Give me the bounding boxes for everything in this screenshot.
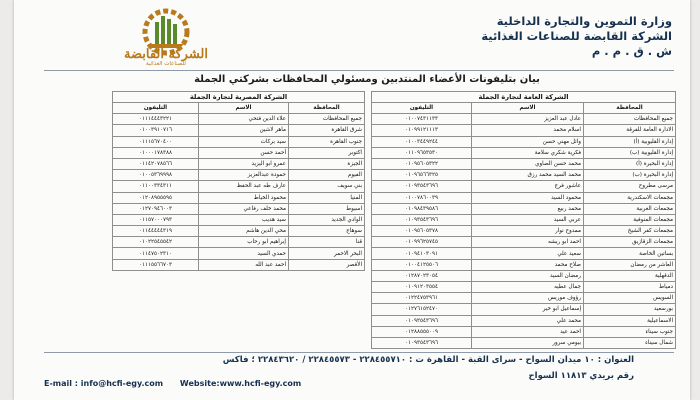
- name-cell: جمال عطيه: [472, 282, 584, 293]
- phone-cell: ٠١٢٢٤٧٥٣٩٦١: [372, 293, 472, 304]
- table-row: [372, 226, 676, 237]
- table-row: [113, 114, 365, 125]
- table-row: [372, 170, 676, 181]
- name-cell: صلاح محمد: [472, 259, 584, 270]
- document-page: [14, 0, 690, 400]
- name-cell: محي الدين هاشم: [199, 226, 289, 237]
- phone-cell: ٠١٠٠٣٤٤٩٢٤٤: [372, 136, 472, 147]
- table-group-title: الشركة المصرية لتجارة الجملة: [113, 92, 365, 103]
- name-cell: سعيد علي: [472, 248, 584, 259]
- governorate-cell: الفيوم: [289, 170, 365, 181]
- name-cell: حمودة عبدالعزيز: [199, 170, 289, 181]
- phone-cell: ٠١١٠٩٦٥٣٥٣٠: [372, 147, 472, 158]
- ministry-header: [481, 14, 672, 59]
- governorate-cell: السويس: [584, 293, 676, 304]
- governorate-cell: مجمعات الغربية: [584, 203, 676, 214]
- phone-cell: ٠١٢٧٦١٥٢٤٧٠: [372, 304, 472, 315]
- phone-cell: ٠١٠٩٣٥٤٣٦٩٦: [372, 214, 472, 225]
- name-cell: محمد حسن الصاوي: [472, 158, 584, 169]
- website-link[interactable]: Website:www.hcfi-egy.com: [179, 379, 302, 388]
- phone-cell: ٠١٠٩٨٤٣٩٥٨٦: [372, 203, 472, 214]
- column-header-governorate: المحافظة: [584, 103, 676, 114]
- phone-cell: ٠١٢٨٧٠٢٣٠٥٤: [372, 270, 472, 281]
- phone-cell: ٠١٠٩٣٥٤٣٦٩٦: [372, 315, 472, 326]
- governorate-cell: إدارة البحيرة (ب): [584, 170, 676, 181]
- governorate-cell: مجمعات كفر الشيخ: [584, 226, 676, 237]
- name-cell: علاء الدين فتحي: [199, 114, 289, 125]
- phone-cell: ٠١٠٢٢٥٤٥٥٤٢: [113, 237, 199, 248]
- column-header-governorate: المحافظة: [289, 103, 365, 114]
- name-cell: سيد بركات: [199, 136, 289, 147]
- governorate-cell: مرسى مطروح: [584, 181, 676, 192]
- name-cell: محمود الخياط: [199, 192, 289, 203]
- table-row: [372, 282, 676, 293]
- governorate-cell: الجيزة: [289, 158, 365, 169]
- governorate-cell: جنوب القاهرة: [289, 136, 365, 147]
- governorate-cell: إدارة القليوبية (أ): [584, 136, 676, 147]
- phone-cell: ٠١١١٤٤٤٣٢٢١: [113, 114, 199, 125]
- footer-divider: [44, 352, 674, 353]
- name-cell: عادل عبد العزيز: [472, 114, 584, 125]
- phone-cell: ٠١١٠٠٣٣٤٣١١: [113, 181, 199, 192]
- governorate-cell: العاشر من رمضان: [584, 259, 676, 270]
- phone-cell: ٠١١٥٧٠٠٠٧٩٣: [113, 214, 199, 225]
- postal-line: رقم بريدي ١١٨١٣ السواح: [528, 371, 634, 381]
- address-line: العنوان : ١٠ ميدان السواح - سراى القبة - القاهرة ت : ٢٢٨٤٥٥٧١٠ - ٢٢٨٤٥٥٧٣ / ٢٢٨٤٣٦٢٠ ؛ فاكس: [222, 355, 634, 365]
- phone-cell: ٠١٢٨٨٥٥٥٠٠٩: [372, 326, 472, 337]
- governorate-cell: اسيوط: [289, 203, 365, 214]
- name-cell: أحمد حسن: [199, 147, 289, 158]
- phone-cell: ٠١٠٠٣٩١٠٧١٦: [113, 125, 199, 136]
- table-row: [372, 259, 676, 270]
- governorate-cell: جميع المحافظات: [584, 114, 676, 125]
- name-cell: إسماعيل ابو خير: [472, 304, 584, 315]
- governorate-cell: شرق القاهرة: [289, 125, 365, 136]
- phone-cell: ٠١٠٩٥٦٠٥٣٧٨: [372, 226, 472, 237]
- phone-cell: ٠١٠٠٤١٢٥٥٠٦: [372, 259, 472, 270]
- table-row: [372, 203, 676, 214]
- name-cell: سيد هديب: [199, 214, 289, 225]
- governorate-cell: إدارة القليوبية (ب): [584, 147, 676, 158]
- ministry-name: وزارة التموين والتجارة الداخلية: [496, 14, 672, 28]
- logo-tagline: للصناعات الغذائية: [146, 61, 186, 67]
- column-header-name: الاسم: [472, 103, 584, 114]
- governorate-cell: دمياط: [584, 282, 676, 293]
- phone-cell: ٠١٢٧٠٩٤٦٠٠٣: [113, 203, 199, 214]
- governorate-cell: المنيا: [289, 192, 365, 203]
- table-row: [113, 147, 365, 158]
- egyptian-wholesale-table: [112, 91, 365, 271]
- name-cell: فكرية شكري سلامة: [472, 147, 584, 158]
- email-link[interactable]: E-mail : info@hcfi-egy.com: [44, 379, 164, 388]
- table-row: [113, 237, 365, 248]
- table-row: [372, 136, 676, 147]
- contact-line: [44, 379, 315, 388]
- name-cell: محمد خلف رفاعي: [199, 203, 289, 214]
- governorate-cell: قنا: [289, 237, 365, 248]
- table-row: [372, 125, 676, 136]
- name-cell: محمود السيد: [472, 192, 584, 203]
- governorate-cell: سوهاج: [289, 226, 365, 237]
- phone-cell: ٠١٠٩٥٦٠٥٣٢٢: [372, 158, 472, 169]
- table-row: [372, 181, 676, 192]
- table-row: [372, 337, 676, 348]
- phone-cell: ٠١٠٩٦٥٦٦٣٢٥: [372, 170, 472, 181]
- phone-cell: ٠١٠٠٧٤٣١١٣٣: [372, 114, 472, 125]
- table-row: [113, 203, 365, 214]
- governorate-cell: جميع المحافظات: [289, 114, 365, 125]
- name-cell: محمد ربيع: [472, 203, 584, 214]
- phone-cell: ٠١٠٩٩١٢١١١٣: [372, 125, 472, 136]
- name-cell: عارف طه عبد الحفظ: [199, 181, 289, 192]
- column-header-phone: التليفون: [372, 103, 472, 114]
- phone-cell: ٠١١١٥٥٦٦٧٠٣: [113, 259, 199, 270]
- table-row: [372, 270, 676, 281]
- table-row: [113, 181, 365, 192]
- name-cell: عربي السيد: [472, 214, 584, 225]
- table-row: [113, 158, 365, 169]
- name-cell: ماهر لاشين: [199, 125, 289, 136]
- table-row: [113, 136, 365, 147]
- phone-cell: ٠١١١٥٦٧٠٤٠٠: [113, 136, 199, 147]
- name-cell: وائل مهني حسن: [472, 136, 584, 147]
- name-cell: ممدوح نوار: [472, 226, 584, 237]
- phone-cell: ٠١٠٠٠١٧٨٣٨٨: [113, 147, 199, 158]
- header-divider: [44, 70, 674, 71]
- table-row: [372, 293, 676, 304]
- name-cell: محمد السيد محمد رزق: [472, 170, 584, 181]
- governorate-cell: إدارة البحيرة (أ): [584, 158, 676, 169]
- table-row: [113, 170, 365, 181]
- name-cell: احمد عبد الله: [199, 259, 289, 270]
- column-header-phone: التليفون: [113, 103, 199, 114]
- table-row: [113, 125, 365, 136]
- table-row: [113, 192, 365, 203]
- name-cell: احمد ابو ريشه: [472, 237, 584, 248]
- table-row: [372, 192, 676, 203]
- governorate-cell: الاسماعيلية: [584, 315, 676, 326]
- governorate-cell: بورسعيد: [584, 304, 676, 315]
- governorate-cell: بني سويف: [289, 181, 365, 192]
- governorate-cell: جنوب سيناء: [584, 326, 676, 337]
- phone-cell: ٠١٢٠٨٩٥٥٥٩٥: [113, 192, 199, 203]
- table-row: [372, 315, 676, 326]
- governorate-cell: الأقصر: [289, 259, 365, 270]
- governorate-cell: مجمعات المنوفية: [584, 214, 676, 225]
- governorate-cell: مجمعات الاسكندرية: [584, 192, 676, 203]
- logo-wordmark: الشركة القابضة: [124, 47, 208, 62]
- phone-cell: ٠١١٤٧٥٠٢٣١٠: [113, 248, 199, 259]
- governorate-cell: شمال سيناء: [584, 337, 676, 348]
- name-cell: عمرو ابو اليزيد: [199, 158, 289, 169]
- table-row: [113, 214, 365, 225]
- phone-cell: ٠١٠٩٣٥٤٣٦٩٦: [372, 337, 472, 348]
- phone-cell: ٠١٠٩٤١٠٣٠٩١: [372, 248, 472, 259]
- company-name: الشركة القابضة للصناعات الغذائية: [481, 29, 672, 43]
- governorate-cell: بساتين الخاصة: [584, 248, 676, 259]
- phone-cell: ٠١٠٩٩٦٢٥٧٤٥: [372, 237, 472, 248]
- name-cell: رمضان السيد: [472, 270, 584, 281]
- column-header-name: الاسم: [199, 103, 289, 114]
- phone-cell: ٠١١٤٢٠٧٨٥٦٦: [113, 158, 199, 169]
- name-cell: عاشور فرج: [472, 181, 584, 192]
- table-row: [372, 326, 676, 337]
- general-wholesale-table: [371, 91, 676, 349]
- table-row: [113, 226, 365, 237]
- governorate-cell: الادارة العامة للفرقة: [584, 125, 676, 136]
- phone-cell: ٠١٠٩١٢٠٣٥٥٤: [372, 282, 472, 293]
- phone-cell: ٠١٠٩٣٥٤٣٦٩٦: [372, 181, 472, 192]
- governorate-cell: مجمعات الزقازيق: [584, 237, 676, 248]
- name-cell: رؤوف موريس: [472, 293, 584, 304]
- table-row: [372, 214, 676, 225]
- table-row: [372, 147, 676, 158]
- name-cell: اسلام محمد: [472, 125, 584, 136]
- phone-cell: ٠١٠٠٥٣٦٩٩٩٨: [113, 170, 199, 181]
- governorate-cell: الدقهلية: [584, 270, 676, 281]
- table-row: [372, 304, 676, 315]
- company-type: ش . ق . م . م: [591, 44, 672, 58]
- name-cell: محمد علي: [472, 315, 584, 326]
- name-cell: إبراهيم ابو رحاب: [199, 237, 289, 248]
- phone-cell: ٠١١٤٤٤٤٤٣١٩: [113, 226, 199, 237]
- phone-cell: ٠١٠٠٧٨٦٠٠٣٩: [372, 192, 472, 203]
- table-row: [372, 237, 676, 248]
- table-row: [372, 114, 676, 125]
- document-title: بيان بتليفونات الأعضاء المنتدبين ومسئولي المحافظات بشركتي الجملة: [194, 74, 540, 85]
- governorate-cell: البحر الاحمر: [289, 248, 365, 259]
- governorate-cell: اكتوبر: [289, 147, 365, 158]
- table-row: [372, 158, 676, 169]
- governorate-cell: الوادي الجديد: [289, 214, 365, 225]
- table-row: [372, 248, 676, 259]
- table-row: [113, 248, 365, 259]
- name-cell: احمد عيد: [472, 326, 584, 337]
- table-group-title: الشركة العامة لتجارة الجملة: [372, 92, 676, 103]
- table-row: [113, 259, 365, 270]
- name-cell: بيومي سرور: [472, 337, 584, 348]
- name-cell: حمدي السيد: [199, 248, 289, 259]
